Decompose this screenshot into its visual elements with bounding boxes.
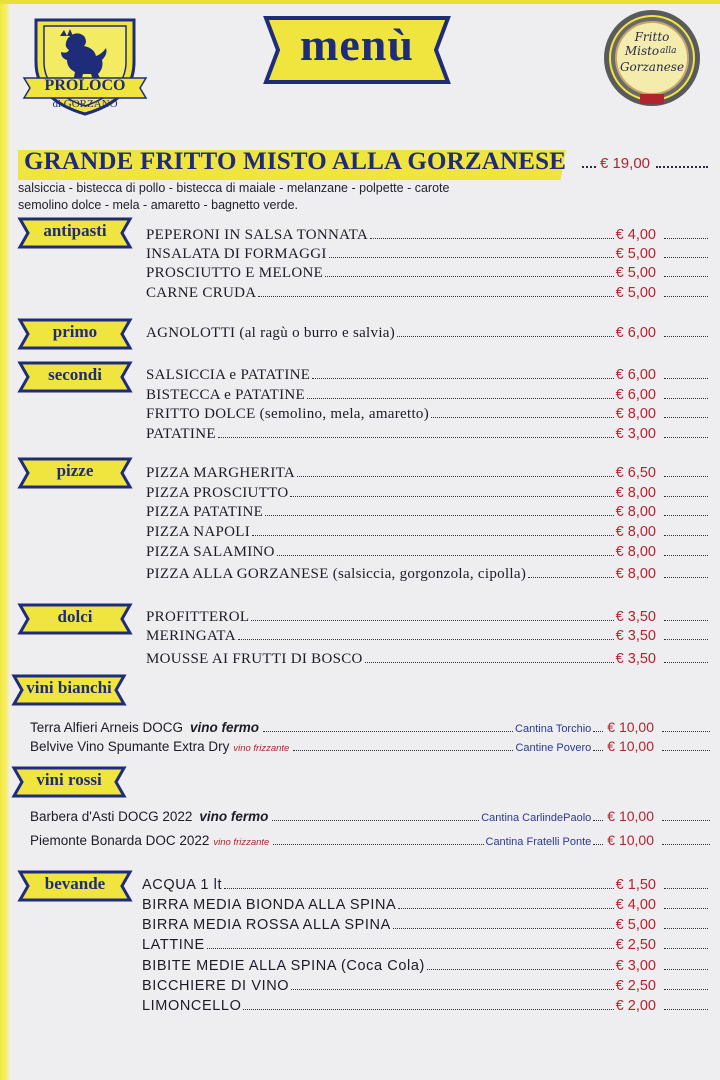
item-price: € 8,00 (615, 504, 656, 520)
menu-item-primo-1 (146, 325, 708, 345)
item-price: € 8,00 (615, 524, 656, 540)
wine-price: € 10,00 (607, 719, 654, 735)
banner-pizze (16, 455, 134, 491)
item-price: € 2,00 (615, 998, 656, 1014)
menu-item-dolci-1 (146, 609, 708, 629)
page-title: menù (300, 19, 414, 70)
menu-item-dolci-2 (146, 628, 708, 648)
item-name: PIZZA PATATINE (146, 504, 264, 520)
grande-desc-line2: semolino dolce - mela - amaretto - bagnetto verde. (18, 198, 298, 212)
item-price: € 3,00 (615, 426, 656, 442)
menu-item-bevande-6 (142, 978, 708, 998)
item-price: € 3,50 (615, 651, 656, 667)
banner-vini-rossi (10, 764, 128, 800)
wine-type: vino fermo (199, 809, 269, 824)
menu-item-secondi-2 (146, 387, 708, 407)
item-name: PROSCIUTTO E MELONE (146, 265, 324, 281)
item-name: BICCHIERE DI VINO (142, 978, 290, 994)
banner-antipasti-label: antipasti (43, 221, 107, 240)
menu-item-pizze-3 (146, 504, 708, 524)
item-price: € 4,00 (615, 227, 656, 243)
grande-price-row (558, 155, 708, 172)
menu-item-antipasti-2 (146, 246, 708, 266)
menu-item-bevande-7 (142, 998, 708, 1018)
item-price: € 6,00 (615, 325, 656, 341)
item-price: € 5,00 (615, 917, 656, 933)
item-name: LIMONCELLO (142, 998, 242, 1014)
banner-dolci-label: dolci (57, 607, 93, 626)
banner-secondi (16, 359, 134, 395)
menu-item-pizze-5 (146, 544, 708, 564)
grande-price: € 19,00 (599, 155, 650, 172)
item-name: PATATINE (146, 426, 216, 442)
menu-item-pizze-2 (146, 485, 708, 505)
menu-item-secondi-4 (146, 426, 708, 446)
wine-rosso-1 (30, 808, 710, 826)
item-name: FRITTO DOLCE (semolino, mela, amaretto) (146, 406, 430, 422)
menu-item-secondi-1 (146, 367, 708, 387)
item-name: SALSICCIA e PATATINE (146, 367, 311, 383)
item-name: PIZZA ALLA GORZANESE (salsiccia, gorgonzola, cipolla) (146, 566, 527, 582)
banner-dolci (16, 601, 134, 637)
item-name: PIZZA MARGHERITA (146, 465, 296, 481)
item-name: PROFITTEROL (146, 609, 250, 625)
item-price: € 5,00 (615, 246, 656, 262)
menu-item-antipasti-1 (146, 227, 708, 247)
menu-item-bevande-5 (142, 958, 708, 978)
menu-item-pizze-1 (146, 465, 708, 485)
logo-left-line1: PROLOCO (44, 77, 126, 94)
wine-rosso-2 (30, 832, 710, 850)
wine-price: € 10,00 (607, 738, 654, 754)
item-price: € 1,50 (615, 877, 656, 893)
wine-type: vino frizzante (233, 743, 290, 754)
banner-antipasti (16, 215, 134, 251)
wine-cantina: Cantina Fratelli Ponte (485, 836, 592, 848)
item-price: € 3,00 (615, 958, 656, 974)
item-name: PIZZA PROSCIUTTO (146, 485, 289, 501)
proloco-logo (22, 14, 148, 118)
wine-price: € 10,00 (607, 808, 654, 824)
menu-item-dolci-3 (146, 651, 708, 671)
badge-line2: Misto (624, 44, 660, 58)
banner-primo (16, 316, 134, 352)
banner-pizze-label: pizze (56, 461, 94, 480)
wine-cantina: Cantine Povero (515, 742, 592, 754)
logo-left-line2: di GORZANO (52, 98, 118, 110)
menu-item-pizze-4 (146, 524, 708, 544)
item-name: PIZZA NAPOLI (146, 524, 251, 540)
badge-line3: alla (660, 46, 677, 56)
wine-price: € 10,00 (607, 832, 654, 848)
item-name: PEPERONI IN SALSA TONNATA (146, 227, 369, 243)
item-name: CARNE CRUDA (146, 285, 257, 301)
banner-vini-bianchi (10, 672, 128, 708)
banner-bevande-label: bevande (44, 874, 106, 893)
item-price: € 8,00 (615, 485, 656, 501)
menu-item-bevande-4 (142, 937, 708, 957)
wine-cantina: Cantina CarlindePaolo (481, 812, 592, 824)
yellow-edge-decoration (0, 0, 10, 1080)
badge-line1: Fritto (634, 30, 670, 44)
item-price: € 6,00 (615, 387, 656, 403)
item-name: MERINGATA (146, 628, 236, 644)
item-name: LATTINE (142, 937, 205, 953)
item-price: € 6,50 (615, 465, 656, 481)
grande-title: GRANDE FRITTO MISTO ALLA GORZANESE (24, 148, 567, 175)
item-name: BIRRA MEDIA ROSSA ALLA SPINA (142, 917, 391, 933)
item-name: PIZZA SALAMINO (146, 544, 275, 560)
item-name: BIRRA MEDIA BIONDA ALLA SPINA (142, 897, 397, 913)
menu-item-secondi-3 (146, 406, 708, 426)
banner-vini-rossi-label: vini rossi (36, 770, 102, 789)
fritto-misto-badge (600, 8, 704, 112)
item-name: BIBITE MEDIE ALLA SPINA (Coca Cola) (142, 958, 425, 974)
item-price: € 2,50 (615, 937, 656, 953)
wine-bianco-2 (30, 738, 710, 756)
menu-title-banner (258, 10, 456, 90)
menu-item-pizze-6 (146, 566, 708, 586)
item-price: € 8,00 (615, 566, 656, 582)
wine-name: Barbera d'Asti DOCG 2022 (30, 809, 193, 824)
item-name: BISTECCA e PATATINE (146, 387, 305, 403)
wine-bianco-1 (30, 719, 710, 737)
item-price: € 2,50 (615, 978, 656, 994)
wine-type: vino frizzante (213, 837, 270, 848)
item-price: € 3,50 (615, 628, 656, 644)
banner-vini-bianchi-label: vini bianchi (26, 678, 112, 697)
item-price: € 8,00 (615, 544, 656, 560)
item-price: € 3,50 (615, 609, 656, 625)
item-price: € 5,00 (615, 265, 656, 281)
item-price: € 4,00 (615, 897, 656, 913)
menu-item-bevande-1 (142, 877, 708, 897)
item-price: € 8,00 (615, 406, 656, 422)
item-price: € 5,00 (615, 285, 656, 301)
badge-line4: Gorzanese (619, 60, 685, 74)
item-name: ACQUA 1 lt (142, 877, 223, 893)
banner-bevande (16, 868, 134, 904)
wine-name: Terra Alfieri Arneis DOCG (30, 720, 184, 735)
wine-cantina: Cantina Torchio (515, 723, 592, 735)
wine-name: Piemonte Bonarda DOC 2022 (30, 833, 210, 848)
item-name: MOUSSE AI FRUTTI DI BOSCO (146, 651, 363, 667)
wine-name: Belvive Vino Spumante Extra Dry (30, 739, 230, 754)
top-stripe-decoration (0, 0, 720, 4)
item-name: INSALATA DI FORMAGGI (146, 246, 327, 262)
menu-item-antipasti-4 (146, 285, 708, 305)
grande-description (18, 180, 578, 214)
menu-item-bevande-2 (142, 897, 708, 917)
wine-type: vino fermo (190, 720, 260, 735)
item-price: € 6,00 (615, 367, 656, 383)
menu-item-bevande-3 (142, 917, 708, 937)
menu-item-antipasti-3 (146, 265, 708, 285)
item-name: AGNOLOTTI (al ragù o burro e salvia) (146, 325, 396, 341)
banner-secondi-label: secondi (48, 365, 102, 384)
grande-desc-line1: salsiccia - bistecca di pollo - bistecca di maiale - melanzane - polpette - carote (18, 181, 450, 195)
banner-primo-label: primo (52, 322, 98, 341)
